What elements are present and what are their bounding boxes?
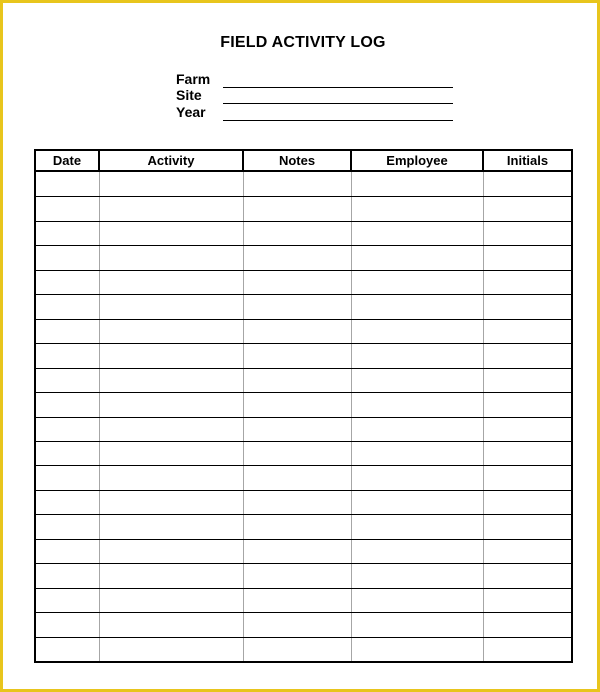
table-cell[interactable]: [484, 368, 571, 392]
table-row: [36, 196, 571, 220]
table-cell[interactable]: [100, 514, 243, 538]
activity-log-table: [34, 149, 573, 663]
table-cell[interactable]: [36, 465, 99, 489]
table-cell[interactable]: [244, 612, 351, 636]
table-cell[interactable]: [484, 490, 571, 514]
table-cell[interactable]: [36, 539, 99, 563]
farm-field[interactable]: [223, 87, 453, 88]
table-cell[interactable]: [36, 441, 99, 465]
table-cell[interactable]: [100, 319, 243, 343]
table-cell[interactable]: [36, 563, 99, 587]
table-row: [36, 563, 571, 587]
table-cell[interactable]: [100, 612, 243, 636]
table-row: [36, 368, 571, 392]
table-cell[interactable]: [244, 172, 351, 196]
farm-label: Farm: [176, 71, 211, 87]
table-cell[interactable]: [244, 588, 351, 612]
header-divider: [98, 151, 100, 170]
table-cell[interactable]: [100, 294, 243, 318]
table-row: [36, 539, 571, 563]
table-cell[interactable]: [100, 368, 243, 392]
table-cell[interactable]: [484, 221, 571, 245]
column-header-employee: Employee: [386, 153, 448, 168]
table-row: [36, 343, 571, 367]
table-cell[interactable]: [352, 417, 483, 441]
table-cell[interactable]: [244, 270, 351, 294]
table-cell[interactable]: [244, 465, 351, 489]
table-cell[interactable]: [484, 588, 571, 612]
table-cell[interactable]: [36, 368, 99, 392]
table-row: [36, 221, 571, 245]
table-cell[interactable]: [484, 172, 571, 196]
table-cell[interactable]: [244, 245, 351, 269]
table-cell[interactable]: [352, 245, 483, 269]
table-cell[interactable]: [352, 637, 483, 661]
table-cell[interactable]: [100, 417, 243, 441]
table-cell[interactable]: [244, 637, 351, 661]
table-cell[interactable]: [484, 612, 571, 636]
table-cell[interactable]: [244, 319, 351, 343]
table-cell[interactable]: [244, 294, 351, 318]
table-row: [36, 490, 571, 514]
table-cell[interactable]: [100, 392, 243, 416]
table-cell[interactable]: [352, 392, 483, 416]
table-cell[interactable]: [244, 563, 351, 587]
table-cell[interactable]: [352, 563, 483, 587]
table-cell[interactable]: [244, 490, 351, 514]
table-cell[interactable]: [36, 612, 99, 636]
header-divider: [242, 151, 244, 170]
table-row: [36, 514, 571, 538]
table-cell[interactable]: [36, 294, 99, 318]
column-header-notes: Notes: [278, 153, 316, 168]
table-cell[interactable]: [244, 343, 351, 367]
table-row: [36, 417, 571, 441]
table-cell[interactable]: [244, 441, 351, 465]
table-cell[interactable]: [352, 270, 483, 294]
table-cell[interactable]: [484, 392, 571, 416]
table-cell[interactable]: [100, 465, 243, 489]
table-cell[interactable]: [484, 465, 571, 489]
table-cell[interactable]: [352, 539, 483, 563]
column-header-date: Date: [52, 153, 82, 168]
table-cell[interactable]: [100, 221, 243, 245]
table-cell[interactable]: [36, 637, 99, 661]
table-row: [36, 172, 571, 196]
table-cell[interactable]: [100, 270, 243, 294]
page-title: FIELD ACTIVITY LOG: [220, 34, 386, 51]
table-row: [36, 294, 571, 318]
table-cell[interactable]: [36, 490, 99, 514]
table-cell[interactable]: [352, 172, 483, 196]
table-cell[interactable]: [484, 319, 571, 343]
table-cell[interactable]: [352, 441, 483, 465]
table-cell[interactable]: [352, 465, 483, 489]
table-row: [36, 465, 571, 489]
table-cell[interactable]: [352, 612, 483, 636]
table-row: [36, 637, 571, 661]
table-cell[interactable]: [484, 563, 571, 587]
table-header-row: [36, 151, 571, 172]
table-cell[interactable]: [36, 343, 99, 367]
table-cell[interactable]: [36, 392, 99, 416]
table-row: [36, 270, 571, 294]
column-header-initials: Initials: [506, 153, 549, 168]
table-cell[interactable]: [352, 221, 483, 245]
table-cell[interactable]: [36, 514, 99, 538]
table-cell[interactable]: [100, 539, 243, 563]
table-cell[interactable]: [100, 172, 243, 196]
site-label: Site: [176, 87, 202, 103]
table-cell[interactable]: [100, 490, 243, 514]
table-cell[interactable]: [36, 172, 99, 196]
table-cell[interactable]: [36, 417, 99, 441]
table-cell[interactable]: [100, 196, 243, 220]
table-cell[interactable]: [352, 588, 483, 612]
table-cell[interactable]: [36, 245, 99, 269]
table-cell[interactable]: [36, 319, 99, 343]
table-cell[interactable]: [100, 245, 243, 269]
table-cell[interactable]: [244, 392, 351, 416]
table-cell[interactable]: [100, 563, 243, 587]
table-cell[interactable]: [244, 539, 351, 563]
header-divider: [482, 151, 484, 170]
table-cell[interactable]: [484, 441, 571, 465]
table-cell[interactable]: [352, 196, 483, 220]
table-cell[interactable]: [352, 368, 483, 392]
header-divider: [350, 151, 352, 170]
table-cell[interactable]: [352, 343, 483, 367]
table-cell[interactable]: [36, 221, 99, 245]
table-cell[interactable]: [100, 637, 243, 661]
table-cell[interactable]: [484, 514, 571, 538]
table-cell[interactable]: [352, 319, 483, 343]
table-row: [36, 588, 571, 612]
table-cell[interactable]: [36, 196, 99, 220]
year-field[interactable]: [223, 120, 453, 121]
table-cell[interactable]: [352, 294, 483, 318]
table-cell[interactable]: [484, 245, 571, 269]
table-cell[interactable]: [244, 221, 351, 245]
table-cell[interactable]: [244, 514, 351, 538]
table-row: [36, 319, 571, 343]
table-body: [36, 172, 571, 661]
table-cell[interactable]: [484, 417, 571, 441]
table-cell[interactable]: [352, 514, 483, 538]
table-cell[interactable]: [244, 368, 351, 392]
site-field[interactable]: [223, 103, 453, 104]
table-cell[interactable]: [484, 637, 571, 661]
year-label: Year: [176, 104, 206, 120]
table-cell[interactable]: [484, 196, 571, 220]
table-cell[interactable]: [484, 294, 571, 318]
column-header-activity: Activity: [147, 153, 195, 168]
table-cell[interactable]: [244, 417, 351, 441]
table-row: [36, 392, 571, 416]
table-cell[interactable]: [484, 343, 571, 367]
table-row: [36, 441, 571, 465]
table-row: [36, 245, 571, 269]
table-cell[interactable]: [100, 343, 243, 367]
table-cell[interactable]: [484, 539, 571, 563]
table-cell[interactable]: [36, 270, 99, 294]
table-cell[interactable]: [36, 588, 99, 612]
table-cell[interactable]: [100, 441, 243, 465]
table-cell[interactable]: [244, 196, 351, 220]
table-row: [36, 612, 571, 636]
table-cell[interactable]: [352, 490, 483, 514]
table-cell[interactable]: [100, 588, 243, 612]
table-cell[interactable]: [484, 270, 571, 294]
